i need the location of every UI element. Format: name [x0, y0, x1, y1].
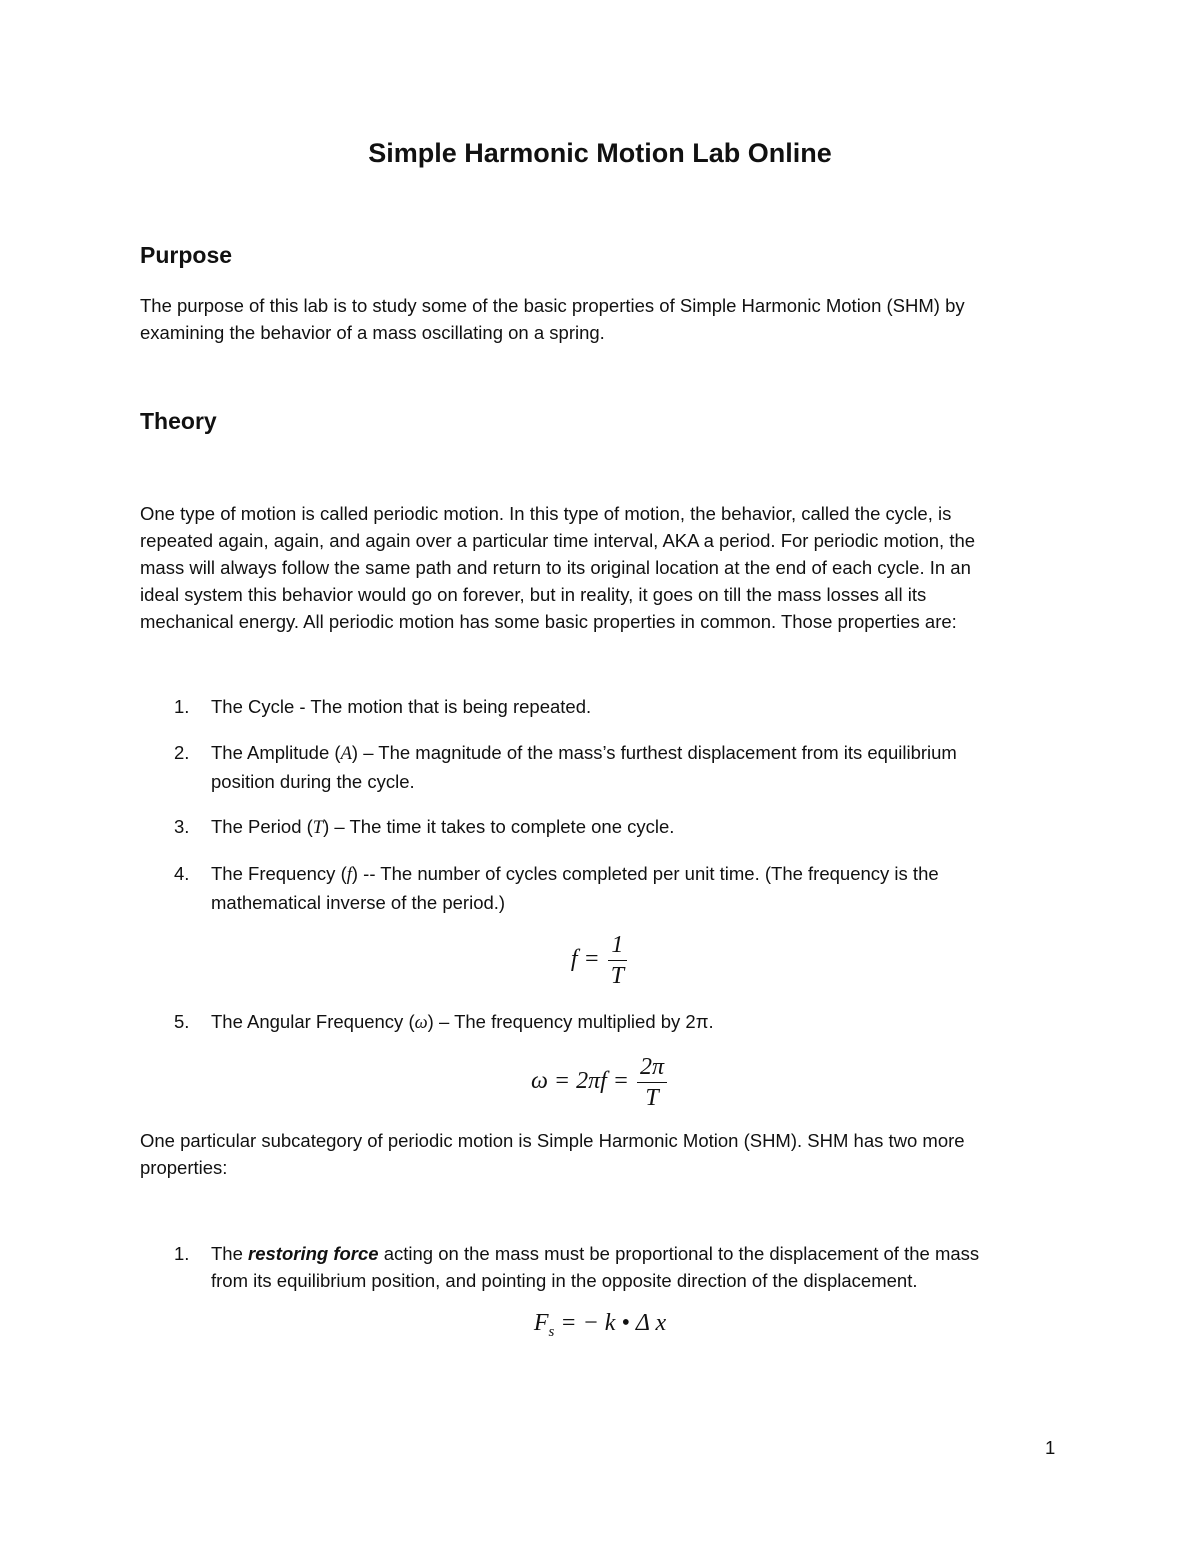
frequency-symbol: f [346, 865, 352, 885]
numerator: 2π [637, 1052, 667, 1083]
theory-line: ideal system this behavior would go on forever, but in reality, it goes on till the mass losses all its [140, 584, 927, 605]
list-text: The Amplitude (A) – The magnitude of the mass’s furthest displacement from its equilibrium position during the cycle. [211, 742, 957, 792]
purpose-heading: Purpose [140, 242, 233, 268]
denominator: T [610, 963, 625, 989]
fraction [637, 1052, 667, 1113]
page-number: 1 [1045, 1437, 1056, 1458]
document-title: Simple Harmonic Motion Lab Online [368, 138, 832, 168]
list-text: The Cycle - The motion that is being repeated. [211, 696, 592, 717]
list-number: 4. [174, 863, 190, 884]
list-text: The Frequency (f) -- The number of cycles completed per unit time. (The frequency is the mathematical inverse of the period.) [211, 863, 939, 913]
list-number: 5. [174, 1011, 190, 1032]
theory-line: One type of motion is called periodic motion. In this type of motion, the behavior, called the cycle, is [140, 503, 952, 524]
list-number: 1. [174, 1243, 190, 1264]
purpose-line: The purpose of this lab is to study some of the basic properties of Simple Harmonic Motion (SHM) by [140, 295, 965, 316]
theory-intro-paragraph [140, 500, 1070, 635]
restoring-force-term: restoring force [248, 1243, 379, 1264]
list-text: The Period (T) – The time it takes to complete one cycle. [211, 816, 675, 838]
force-symbol: F [533, 1310, 549, 1336]
list-number: 2. [174, 742, 190, 763]
angular-frequency-equation [0, 1052, 1200, 1113]
equation-lhs: f = [570, 946, 600, 973]
theory-line: repeated again, again, and again over a particular time interval, AKA a period. For periodic motion, the [140, 530, 976, 551]
theory-heading: Theory [140, 408, 217, 434]
force-subscript: s [548, 1323, 555, 1340]
period-symbol: T [312, 818, 324, 838]
shm-line: One particular subcategory of periodic motion is Simple Harmonic Motion (SHM). SHM has two more [140, 1130, 965, 1151]
equation-lhs: ω = 2πf = [530, 1068, 629, 1095]
list-text: The restoring force acting on the mass must be proportional to the displacement of the mass from its equilibrium position, and pointing in the opposite direction of the displacement. [211, 1243, 980, 1291]
shm-line: properties: [140, 1157, 228, 1178]
shm-paragraph [140, 1127, 1070, 1181]
purpose-line: examining the behavior of a mass oscillating on a spring. [140, 322, 605, 343]
purpose-paragraph [140, 292, 1070, 346]
restoring-force-equation [0, 1310, 1200, 1341]
numerator: 1 [608, 930, 627, 961]
amplitude-symbol: A [340, 744, 352, 764]
equation-rhs: = − k • Δ x [560, 1310, 667, 1336]
theory-line: mass will always follow the same path and return to its original location at the end of each cycle. In an [140, 557, 971, 578]
list-number: 1. [174, 696, 190, 717]
omega-symbol: ω [414, 1013, 428, 1033]
denominator: T [645, 1085, 659, 1111]
frequency-equation [0, 930, 1200, 991]
list-text: The Angular Frequency (ω) – The frequency multiplied by 2π. [211, 1011, 714, 1033]
list-number: 3. [174, 816, 190, 837]
fraction [608, 930, 627, 991]
theory-line: mechanical energy. All periodic motion has some basic properties in common. Those properties are: [140, 611, 957, 632]
